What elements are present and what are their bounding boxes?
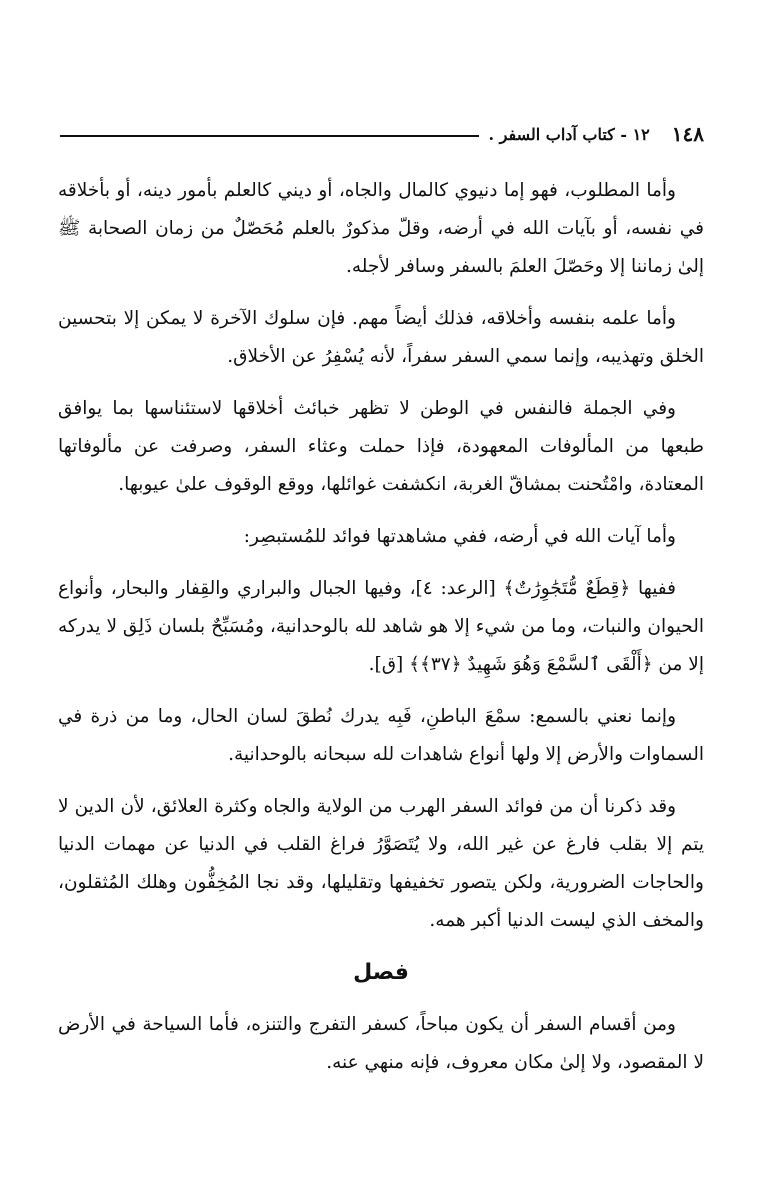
chapter-title: ١٢ - كتاب آداب السفر . [488, 124, 650, 144]
paragraph-benefits-of-travel: وقد ذكرنا أن من فوائد السفر الهرب من الولاية والجاه وكثرة العلائق، لأن الدين لا يتم إلا بقلب فارغ عن غير الله، ولا يُتَصَوَّرُ فراغ القلب في الدنيا عن مهمات الدنيا والحاجات الضرورية، ولكن يتصور تخفيفها وتقليلها، وقد نجا المُخِفُّون وهلك المُثقلون، والمخف الذي ليست الدنيا أكبر همه. [58, 796, 704, 931]
paragraph-soul-in-homeland: وفي الجملة فالنفس في الوطن لا تظهر خبائث أخلاقها لاستئناسها بما يوافق طبعها من المألوفات المعهودة، فإذا حملت وعثاء السفر، وصرفت عن مألوفاتها المعتادة، وامْتُحنت بمشاقّ الغربة، انكشفت غوائلها، ووقع الوقوف علىٰ عيوبها. [58, 398, 704, 495]
page-number: ١٤٨ [671, 122, 704, 146]
paragraph-signs-of-god: وأما آيات الله في أرضه، ففي مشاهدتها فوائد للمُستبصِر: [243, 526, 676, 547]
paragraph-self-knowledge: وأما علمه بنفسه وأخلاقه، فذلك أيضاً مهم. فإن سلوك الآخرة لا يمكن إلا بتحسين الخلق وتهذيبه، وإنما سمي السفر سفراً، لأنه يُسْفِرُ عن الأخلاق. [58, 308, 704, 367]
paragraph-quran-verses: ففيها ﴿قِطَعٌ مُّتَجَٰوِرَٰتٌ﴾ [الرعد: ٤]، وفيها الجبال والبراري والقِفار والبحار، وأنواع الحيوان والنبات، وما من شيء إلا هو شاهد لله بالوحدانية، ومُسَبِّحٌ بلسان ذَلِق لا يدركه إلا من ﴿أَلْقَى ٱلسَّمْعَ وَهُوَ شَهِيدٌ ﴿٣٧﴾﴾ [ق]. [58, 578, 704, 675]
section-heading: فصل [353, 960, 409, 985]
header-rule [60, 135, 479, 137]
paragraph-inner-hearing: وإنما نعني بالسمع: سمْعَ الباطنِ، فَبِه يدرك نُطقَ لسان الحال، وما من ذرة في السماوات والأرض إلا ولها أنواع شاهدات لله سبحانه بالوحدانية. [58, 706, 704, 765]
running-header [60, 122, 704, 146]
paragraph-section-body: ومن أقسام السفر أن يكون مباحاً، كسفر التفرج والتنزه، فأما السياحة في الأرض لا المقصود، ولا إلىٰ مكان معروف، فإنه منهي عنه. [58, 1014, 704, 1073]
page-body [58, 172, 704, 1096]
paragraph-desired-purpose: وأما المطلوب، فهو إما دنيوي كالمال والجاه، أو ديني كالعلم بأمور دينه، أو بأخلاقه في نفسه، أو بآيات الله في أرضه، وقلّ مذكورٌ بالعلم مُحَصّلٌ من زمان الصحابة ﷺ إلىٰ زماننا إلا وحَصّلَ العلمَ بالسفر وسافر لأجله. [58, 180, 704, 277]
